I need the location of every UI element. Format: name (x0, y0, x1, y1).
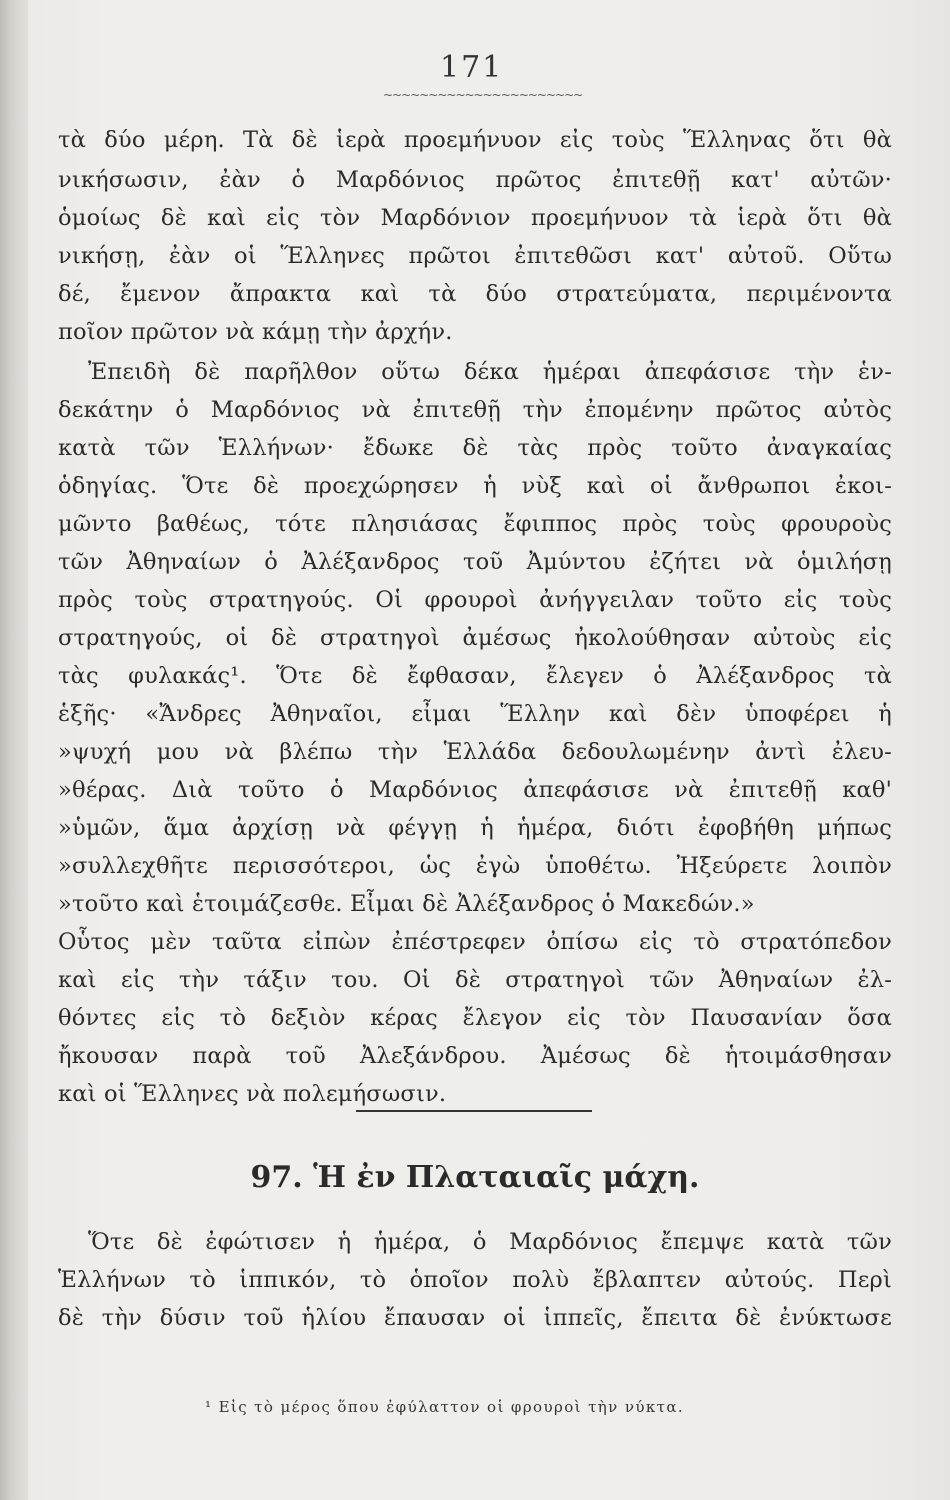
text-line: τὰς φυλακάς¹. Ὅτε δὲ ἔφθασαν, ἔλεγεν ὁ Ἀλέξανδρος τὰ (58, 663, 892, 689)
text-line: ὁμοίως δὲ καὶ εἰς τὸν Μαρδόνιον προεμήνυον τὰ ἱερὰ ὅτι θὰ (58, 205, 892, 231)
text-line: δεκάτην ὁ Μαρδόνιος νὰ ἐπιτεθῇ τὴν ἐπομένην πρῶτος αὐτὸς (58, 397, 892, 423)
section-divider (356, 1110, 592, 1112)
text-line: νικήσῃ, ἐὰν οἱ Ἕλληνες πρῶτοι ἐπιτεθῶσι κατ' αὐτοῦ. Οὕτω (58, 243, 892, 269)
text-line: »ὑμῶν, ἅμα ἀρχίσῃ νὰ φέγγῃ ἡ ἡμέρα, διότι ἐφοβήθη μήπως (58, 815, 892, 841)
text-line: Ἑλλήνων τὸ ἱππικόν, τὸ ὁποῖον πολὺ ἔβλαπτεν αὐτούς. Περὶ (58, 1267, 892, 1293)
text-line: ὁδηγίας. Ὅτε δὲ προεχώρησεν ἡ νὺξ καὶ οἱ ἄνθρωποι ἐκοι- (58, 473, 892, 499)
footnote: ¹ Εἰς τὸ μέρος ὅπου ἐφύλαττον οἱ φρουροὶ τὴν νύκτα. (205, 1398, 685, 1416)
text-line: θόντες εἰς τὸ δεξιὸν κέρας ἔλεγον εἰς τὸν Παυσανίαν ὅσα (58, 1005, 892, 1031)
text-line: δέ, ἔμενον ἄπρακτα καὶ τὰ δύο στρατεύματα, περιμένοντα (58, 281, 892, 307)
text-line: »θέρας. Διὰ τοῦτο ὁ Μαρδόνιος ἀπεφάσισε νὰ ἐπιτεθῇ καθ' (58, 777, 892, 803)
page-binding-edge (0, 0, 28, 1500)
page-number: 171 (440, 50, 504, 85)
text-line: »συλλεχθῆτε περισσότεροι, ὡς ἐγὼ ὑποθέτω. Ἠξεύρετε λοιπὸν (58, 853, 892, 879)
text-line: νικήσωσιν, ἐὰν ὁ Μαρδόνιος πρῶτος ἐπιτεθῇ κατ' αὐτῶν· (58, 167, 892, 193)
text-line: Ὅτε δὲ ἐφώτισεν ἡ ἡμέρα, ὁ Μαρδόνιος ἔπεμψε κατὰ τῶν (88, 1229, 892, 1255)
text-line: ποῖον πρῶτον νὰ κάμῃ τὴν ἀρχήν. (58, 319, 453, 345)
text-line: τῶν Ἀθηναίων ὁ Ἀλέξανδρος τοῦ Ἀμύντου ἐζήτει νὰ ὁμιλήσῃ (58, 549, 892, 575)
text-line: τὰ δύο μέρη. Τὰ δὲ ἱερὰ προεμήνυον εἰς τοὺς Ἕλληνας ὅτι θὰ (58, 127, 892, 153)
text-line: καὶ οἱ Ἕλληνες νὰ πολεμήσωσιν. (58, 1081, 447, 1107)
text-line: πρὸς τοὺς στρατηγούς. Οἱ φρουροὶ ἀνήγγειλαν τοῦτο εἰς τοὺς (58, 587, 892, 613)
text-line: »τοῦτο καὶ ἑτοιμάζεσθε. Εἶμαι δὲ Ἀλέξανδρος ὁ Μακεδών.» (58, 891, 755, 917)
text-line: ἑξῆς· «Ἄνδρες Ἀθηναῖοι, εἶμαι Ἕλλην καὶ δὲν ὑποφέρει ἡ (58, 701, 892, 727)
text-line: μῶντο βαθέως, τότε πλησιάσας ἔφιππος πρὸς τοὺς φρουροὺς (58, 511, 892, 537)
text-line: ἤκουσαν παρὰ τοῦ Ἀλεξάνδρου. Ἀμέσως δὲ ἡτοιμάσθησαν (58, 1043, 892, 1069)
text-line: στρατηγούς, οἱ δὲ στρατηγοὶ ἀμέσως ἠκολούθησαν αὐτοὺς εἰς (58, 625, 892, 651)
text-line: κατὰ τῶν Ἑλλήνων· ἔδωκε δὲ τὰς πρὸς τοῦτο ἀναγκαίας (58, 435, 892, 461)
text-line: Οὗτος μὲν ταῦτα εἰπὼν ἐπέστρεφεν ὀπίσω εἰς τὸ στρατόπεδον (58, 929, 892, 955)
text-line: »ψυχή μου νὰ βλέπω τὴν Ἑλλάδα δεδουλωμένην ἀντὶ ἐλευ- (58, 739, 892, 765)
ornament-divider: ~~~~~~~~~~~~~~~~~~~~~~ (383, 88, 583, 102)
text-line: δὲ τὴν δύσιν τοῦ ἡλίου ἔπαυσαν οἱ ἱππεῖς, ἔπειτα δὲ ἐνύκτωσε (58, 1305, 892, 1331)
text-line: καὶ εἰς τὴν τάξιν του. Οἱ δὲ στρατηγοὶ τῶν Ἀθηναίων ἐλ- (58, 967, 892, 993)
text-line: Ἐπειδὴ δὲ παρῆλθον οὕτω δέκα ἡμέραι ἀπεφάσισε τὴν ἑν- (88, 359, 892, 385)
section-heading: 97. Ἡ ἐν Πλαταιαῖς μάχη. (250, 1160, 700, 1195)
